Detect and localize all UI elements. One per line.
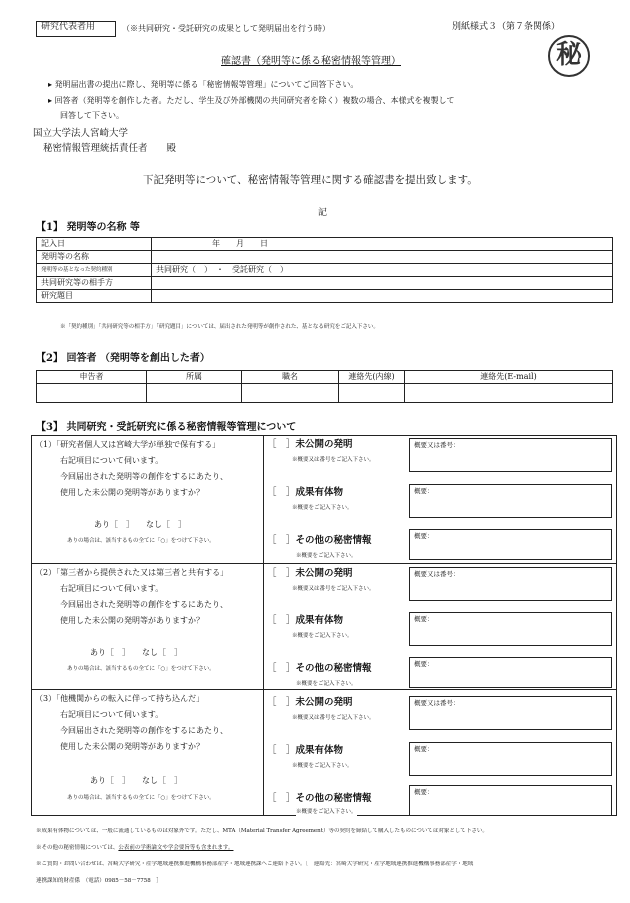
- table-row: [37, 384, 613, 403]
- item-tangible-result[interactable]: ［ ］成果有体物: [267, 615, 344, 626]
- group-divider: [31, 689, 617, 690]
- q3-line2: 右記項目について伺います。: [60, 710, 164, 719]
- summary-box[interactable]: 概要：: [409, 612, 612, 646]
- item-unpublished-invention[interactable]: ［ ］未公開の発明: [267, 697, 353, 708]
- item-sub: ※概要又は番号をご記入下さい。: [292, 457, 375, 463]
- row-label: 発明等の基となった契約種別: [37, 264, 152, 277]
- extension-cell[interactable]: [339, 384, 405, 403]
- research-title-field[interactable]: [152, 290, 613, 303]
- ki-label: 記: [318, 208, 328, 218]
- q3-yes-no[interactable]: あり［ ］ なし［ ］: [90, 776, 182, 785]
- q3-note: ありの場合は、該当するもの全てに「○」をつけて下さい。: [67, 795, 215, 801]
- respondent-cell[interactable]: [37, 384, 147, 403]
- summary-box[interactable]: 概要：: [409, 529, 612, 560]
- item-other-secret[interactable]: ［ ］その他の秘密情報: [267, 535, 372, 546]
- position-cell[interactable]: [242, 384, 339, 403]
- item-sub: ※概要をご記入下さい。: [292, 505, 353, 511]
- q1-yes-no[interactable]: あり［ ］ なし［ ］: [94, 520, 186, 529]
- q1-title: （1）「研究者個人又は宮崎大学が単独で保有する」: [35, 440, 221, 449]
- bullet-2-cont: 回答して下さい。: [60, 111, 124, 120]
- summary-box[interactable]: 概要又は番号：: [409, 567, 612, 601]
- footer-note-3: ※ご質問・お問い合わせは、宮崎大学研究・産学地域連携推進機構事務部産学・地域連携課へご連絡下さい。［ 連絡先：宮崎大学研究・産学地域連携推進機構事務部産学・地域: [36, 861, 474, 867]
- q2-note: ありの場合は、該当するもの全てに「○」をつけて下さい。: [67, 666, 215, 672]
- item-sub: ※概要をご記入下さい。: [296, 681, 357, 687]
- q2-line4: 使用した未公開の発明等がありますか？: [60, 616, 204, 625]
- footer-note-2: ※その他の秘密情報については、公表前の学術論文や学会要旨等も含まれます。: [36, 845, 234, 851]
- q2-title: （2）「第三者から提供された又は第三者と共有する」: [35, 568, 229, 577]
- row-label: 研究題目: [37, 290, 152, 303]
- table-row: [37, 277, 613, 290]
- summary-box[interactable]: 概要又は番号：: [409, 696, 612, 730]
- table-header-row: [37, 371, 613, 384]
- row-label: 共同研究等の相手方: [37, 277, 152, 290]
- col-header: 連絡先(E-mail): [405, 371, 613, 384]
- summary-box[interactable]: 概要又は番号：: [409, 438, 612, 472]
- q2-line2: 右記項目について伺います。: [60, 584, 164, 593]
- role-label: 研究代表者用: [36, 21, 116, 37]
- item-sub: ※概要又は番号をご記入下さい。: [292, 715, 375, 721]
- addressee-person: 秘密情報管理統括責任者 殿: [43, 143, 177, 154]
- intro-text: 下記発明等について、秘密情報等管理に関する確認書を提出致します。: [143, 174, 478, 186]
- q2-yes-no[interactable]: あり［ ］ なし［ ］: [90, 648, 182, 657]
- page-title: 確認書（発明等に係る秘密情報等管理）: [221, 56, 401, 67]
- q2-line3: 今回届出された発明等の創作をするにあたり、: [60, 600, 228, 609]
- partner-field[interactable]: [152, 277, 613, 290]
- sec3-title: 【3】 共同研究・受託研究に係る秘密情報等管理について: [36, 422, 297, 433]
- sec1-table: [36, 237, 613, 303]
- item-tangible-result[interactable]: ［ ］成果有体物: [267, 487, 344, 498]
- item-sub: ※概要をご記入下さい。: [296, 809, 357, 815]
- row-label: 記入日: [37, 238, 152, 251]
- sec1-note: ※「契約種別」「共同研究等の相手方」「研究題目」については、届出された発明等が創作された、基となる研究をご記入下さい。: [60, 324, 379, 330]
- col-header: 連絡先(内線): [339, 371, 405, 384]
- item-sub: ※概要をご記入下さい。: [292, 763, 353, 769]
- sec3-divider: [263, 435, 264, 816]
- email-cell[interactable]: [405, 384, 613, 403]
- table-row: [37, 264, 613, 277]
- item-tangible-result[interactable]: ［ ］成果有体物: [267, 745, 344, 756]
- group-divider: [31, 563, 617, 564]
- sec2-title: 【2】 回答者 （発明等を創出した者）: [36, 353, 210, 364]
- bullet-2: ▸ 回答者（発明等を創作した者。ただし、学生及び外部機関の共同研究者を除く）複数の場合、本様式を複製して: [48, 96, 455, 105]
- contract-type-field[interactable]: 共同研究（ ） ・ 受託研究（ ）: [152, 264, 613, 277]
- summary-box[interactable]: 概要：: [409, 785, 612, 816]
- bullet-1: ▸ 発明届出書の提出に際し、発明等に係る「秘密情報等管理」についてご回答下さい。: [48, 80, 359, 89]
- footer-note-1: ※成果有体物については、一般に流通しているものは対象外です。ただし、MTA（Material Transfer Agreement）等の契約を締結して購入したものについては対象として下さい。: [36, 828, 488, 834]
- item-unpublished-invention[interactable]: ［ ］未公開の発明: [267, 439, 353, 450]
- q3-line3: 今回届出された発明等の創作をするにあたり、: [60, 726, 228, 735]
- q1-line2: 右記項目について伺います。: [60, 456, 164, 465]
- addressee-org: 国立大学法人宮崎大学: [33, 128, 129, 139]
- summary-box[interactable]: 概要：: [409, 657, 612, 688]
- q1-line3: 今回届出された発明等の創作をするにあたり、: [60, 472, 228, 481]
- row-label: 発明等の名称: [37, 251, 152, 264]
- q3-title: （3）「他機関からの転入に伴って持ち込んだ」: [35, 694, 205, 703]
- q1-note: ありの場合は、該当するもの全てに「○」をつけて下さい。: [67, 538, 215, 544]
- sec2-table: [36, 370, 613, 403]
- item-sub: ※概要又は番号をご記入下さい。: [292, 586, 375, 592]
- item-other-secret[interactable]: ［ ］その他の秘密情報: [267, 663, 372, 674]
- table-row: [37, 290, 613, 303]
- col-header: 所属: [147, 371, 242, 384]
- summary-box[interactable]: 概要：: [409, 484, 612, 518]
- item-other-secret[interactable]: ［ ］その他の秘密情報: [267, 793, 372, 804]
- col-header: 職名: [242, 371, 339, 384]
- confidential-stamp: 秘: [548, 35, 590, 77]
- invention-name-field[interactable]: [152, 251, 613, 264]
- table-row: [37, 251, 613, 264]
- q1-line4: 使用した未公開の発明等がありますか？: [60, 488, 204, 497]
- affiliation-cell[interactable]: [147, 384, 242, 403]
- q3-line4: 使用した未公開の発明等がありますか？: [60, 742, 204, 751]
- summary-box[interactable]: 概要：: [409, 742, 612, 776]
- sec1-title: 【1】 発明等の名称 等: [36, 222, 140, 233]
- form-id: 別紙様式３（第７条関係）: [452, 22, 561, 32]
- footer-note-4: 連携課知的財産係 （電話）0985－58－7758 ］: [36, 878, 162, 884]
- role-note: （※共同研究・受託研究の成果として発明届出を行う時）: [122, 24, 330, 33]
- item-sub: ※概要をご記入下さい。: [296, 553, 357, 559]
- item-unpublished-invention[interactable]: ［ ］未公開の発明: [267, 568, 353, 579]
- col-header: 申告者: [37, 371, 147, 384]
- table-row: [37, 238, 613, 251]
- date-field[interactable]: 年 月 日: [152, 238, 613, 251]
- item-sub: ※概要をご記入下さい。: [292, 633, 353, 639]
